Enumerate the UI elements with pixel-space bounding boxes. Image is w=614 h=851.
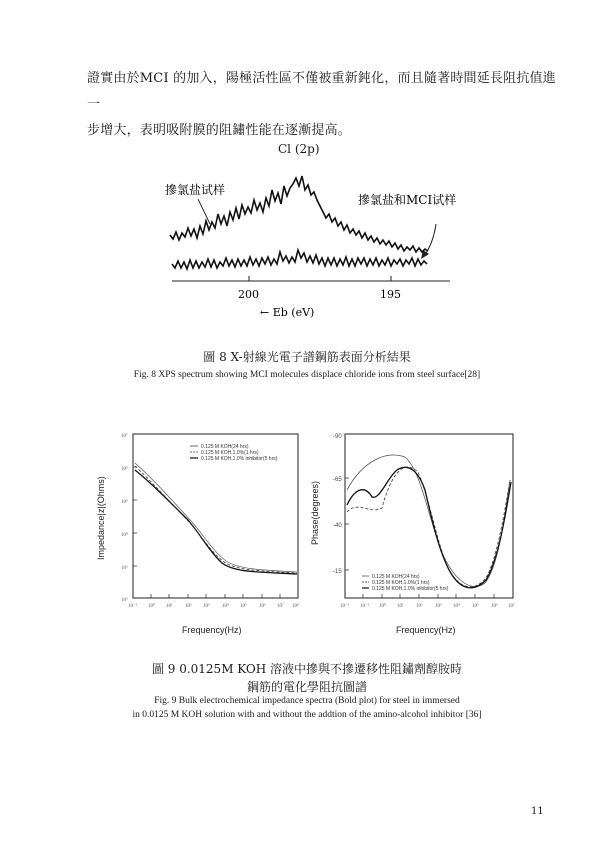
phase-plot-frame xyxy=(345,434,513,598)
xps-label-upper: 摻氯盐试样 xyxy=(165,183,226,197)
phase-legend-2: 0.125 M KOH,1.0%(1 hrs) xyxy=(372,580,430,586)
svg-text:10⁶: 10⁶ xyxy=(259,604,266,609)
phase-ytick-3: -40 xyxy=(333,523,342,529)
svg-text:10¹: 10¹ xyxy=(397,604,404,609)
paragraph-line-2: 步增大，表明吸附膜的阻鏽性能在逐漸提高。 xyxy=(87,123,352,138)
page-number: 11 xyxy=(531,806,544,817)
xps-title: Cl (2p) xyxy=(278,142,320,156)
svg-text:10²: 10² xyxy=(121,598,128,603)
svg-text:10⁷: 10⁷ xyxy=(121,434,128,439)
xps-label-lower: 摻氯盐和MCI试样 xyxy=(358,193,457,207)
svg-text:10³: 10³ xyxy=(121,566,128,571)
svg-text:10²: 10² xyxy=(185,604,192,609)
xps-tick-label-200: 200 xyxy=(238,288,259,301)
svg-text:10¹: 10¹ xyxy=(166,604,173,609)
impedance-legend-2: 0.125 M KOH,1.0%(1 hrs) xyxy=(201,450,259,456)
figure8-caption-en: Fig. 8 XPS spectrum showing MCI molecules displace chloride ions from steel surface[28] xyxy=(133,370,481,380)
svg-text:10⁻²: 10⁻² xyxy=(340,604,350,609)
svg-text:10²: 10² xyxy=(416,604,423,609)
impedance-legend-3: 0.125 M KOH,1.0% inhibitor(5 hrs) xyxy=(201,456,278,462)
phase-x-tick-labels xyxy=(340,603,515,609)
svg-text:10⁸: 10⁸ xyxy=(292,604,299,609)
svg-text:10⁶: 10⁶ xyxy=(491,604,498,609)
svg-text:10⁷: 10⁷ xyxy=(508,604,515,609)
svg-text:10⁷: 10⁷ xyxy=(277,604,284,609)
phase-curve-main xyxy=(347,467,511,587)
figure9-caption-cn-1: 圖 9 0.0125M KOH 溶液中摻與不摻遷移性阻鏽劑醇胺時 xyxy=(151,662,463,676)
svg-text:10⁰: 10⁰ xyxy=(148,604,156,609)
figure9-caption-en-1: Fig. 9 Bulk electrochemical impedance spectra (Bold plot) for steel in immersed xyxy=(154,696,460,706)
impedance-x-tick-labels xyxy=(128,603,299,609)
impedance-y-ticks xyxy=(133,434,137,598)
impedance-xlabel: Frequency(Hz) xyxy=(182,625,242,635)
svg-text:10⁻¹: 10⁻¹ xyxy=(360,604,370,609)
impedance-curve-main xyxy=(135,470,297,574)
phase-ytick-1: -90 xyxy=(333,434,342,440)
svg-text:10³: 10³ xyxy=(435,604,442,609)
phase-legend-1: 0.125 M KOH(24 hrs) xyxy=(372,574,420,580)
impedance-y-tick-labels xyxy=(121,433,128,603)
figure8-caption-cn: 圖 8 X-射線光電子譜鋼筋表面分析結果 xyxy=(203,350,411,364)
phase-legend xyxy=(362,574,449,592)
paragraph-line-1: 證實由於MCI 的加入，陽極活性區不僅被重新鈍化，而且隨著時間延長阻抗值進一 xyxy=(87,71,556,112)
svg-text:10⁵: 10⁵ xyxy=(121,500,128,505)
phase-ylabel: Phase(degrees) xyxy=(310,480,320,545)
figure9-caption-cn-2: 鋼筋的電化學阻抗圖譜 xyxy=(246,680,367,694)
phase-curve-thin xyxy=(347,455,510,586)
phase-xlabel: Frequency(Hz) xyxy=(396,625,456,635)
impedance-x-ticks xyxy=(151,594,280,598)
svg-text:10⁵: 10⁵ xyxy=(240,604,247,609)
phase-x-ticks xyxy=(363,594,494,598)
impedance-ylabel: Impedance|z|(Ohms) xyxy=(96,476,106,560)
svg-text:10⁴: 10⁴ xyxy=(222,604,229,609)
svg-text:10⁻¹: 10⁻¹ xyxy=(128,604,138,609)
impedance-legend-1: 0.125 M KOH(24 hrs) xyxy=(201,444,249,450)
xps-axis-label: ← Eb (eV) xyxy=(260,306,315,319)
svg-text:10⁴: 10⁴ xyxy=(121,533,128,538)
figure9-caption-en-2: in 0.0125 M KOH solution with and without the addtion of the amino-alcohol inhibitor [36] xyxy=(132,710,482,720)
impedance-curve-thin xyxy=(135,463,297,572)
svg-text:10⁴: 10⁴ xyxy=(453,604,460,609)
impedance-legend xyxy=(190,444,278,462)
svg-text:10⁰: 10⁰ xyxy=(379,604,387,609)
xps-tick-label-195: 195 xyxy=(380,288,401,301)
phase-ytick-4: -15 xyxy=(333,569,342,575)
phase-y-ticks xyxy=(345,478,349,570)
phase-ytick-2: -65 xyxy=(333,477,342,483)
svg-text:10⁶: 10⁶ xyxy=(121,467,128,472)
svg-text:10³: 10³ xyxy=(203,604,210,609)
svg-text:10⁵: 10⁵ xyxy=(472,604,479,609)
phase-curve-dashed xyxy=(347,467,510,587)
phase-y-tick-labels xyxy=(333,434,342,575)
phase-legend-3: 0.125 M KOH,1.0% inhibitor(5 hrs) xyxy=(372,586,449,592)
